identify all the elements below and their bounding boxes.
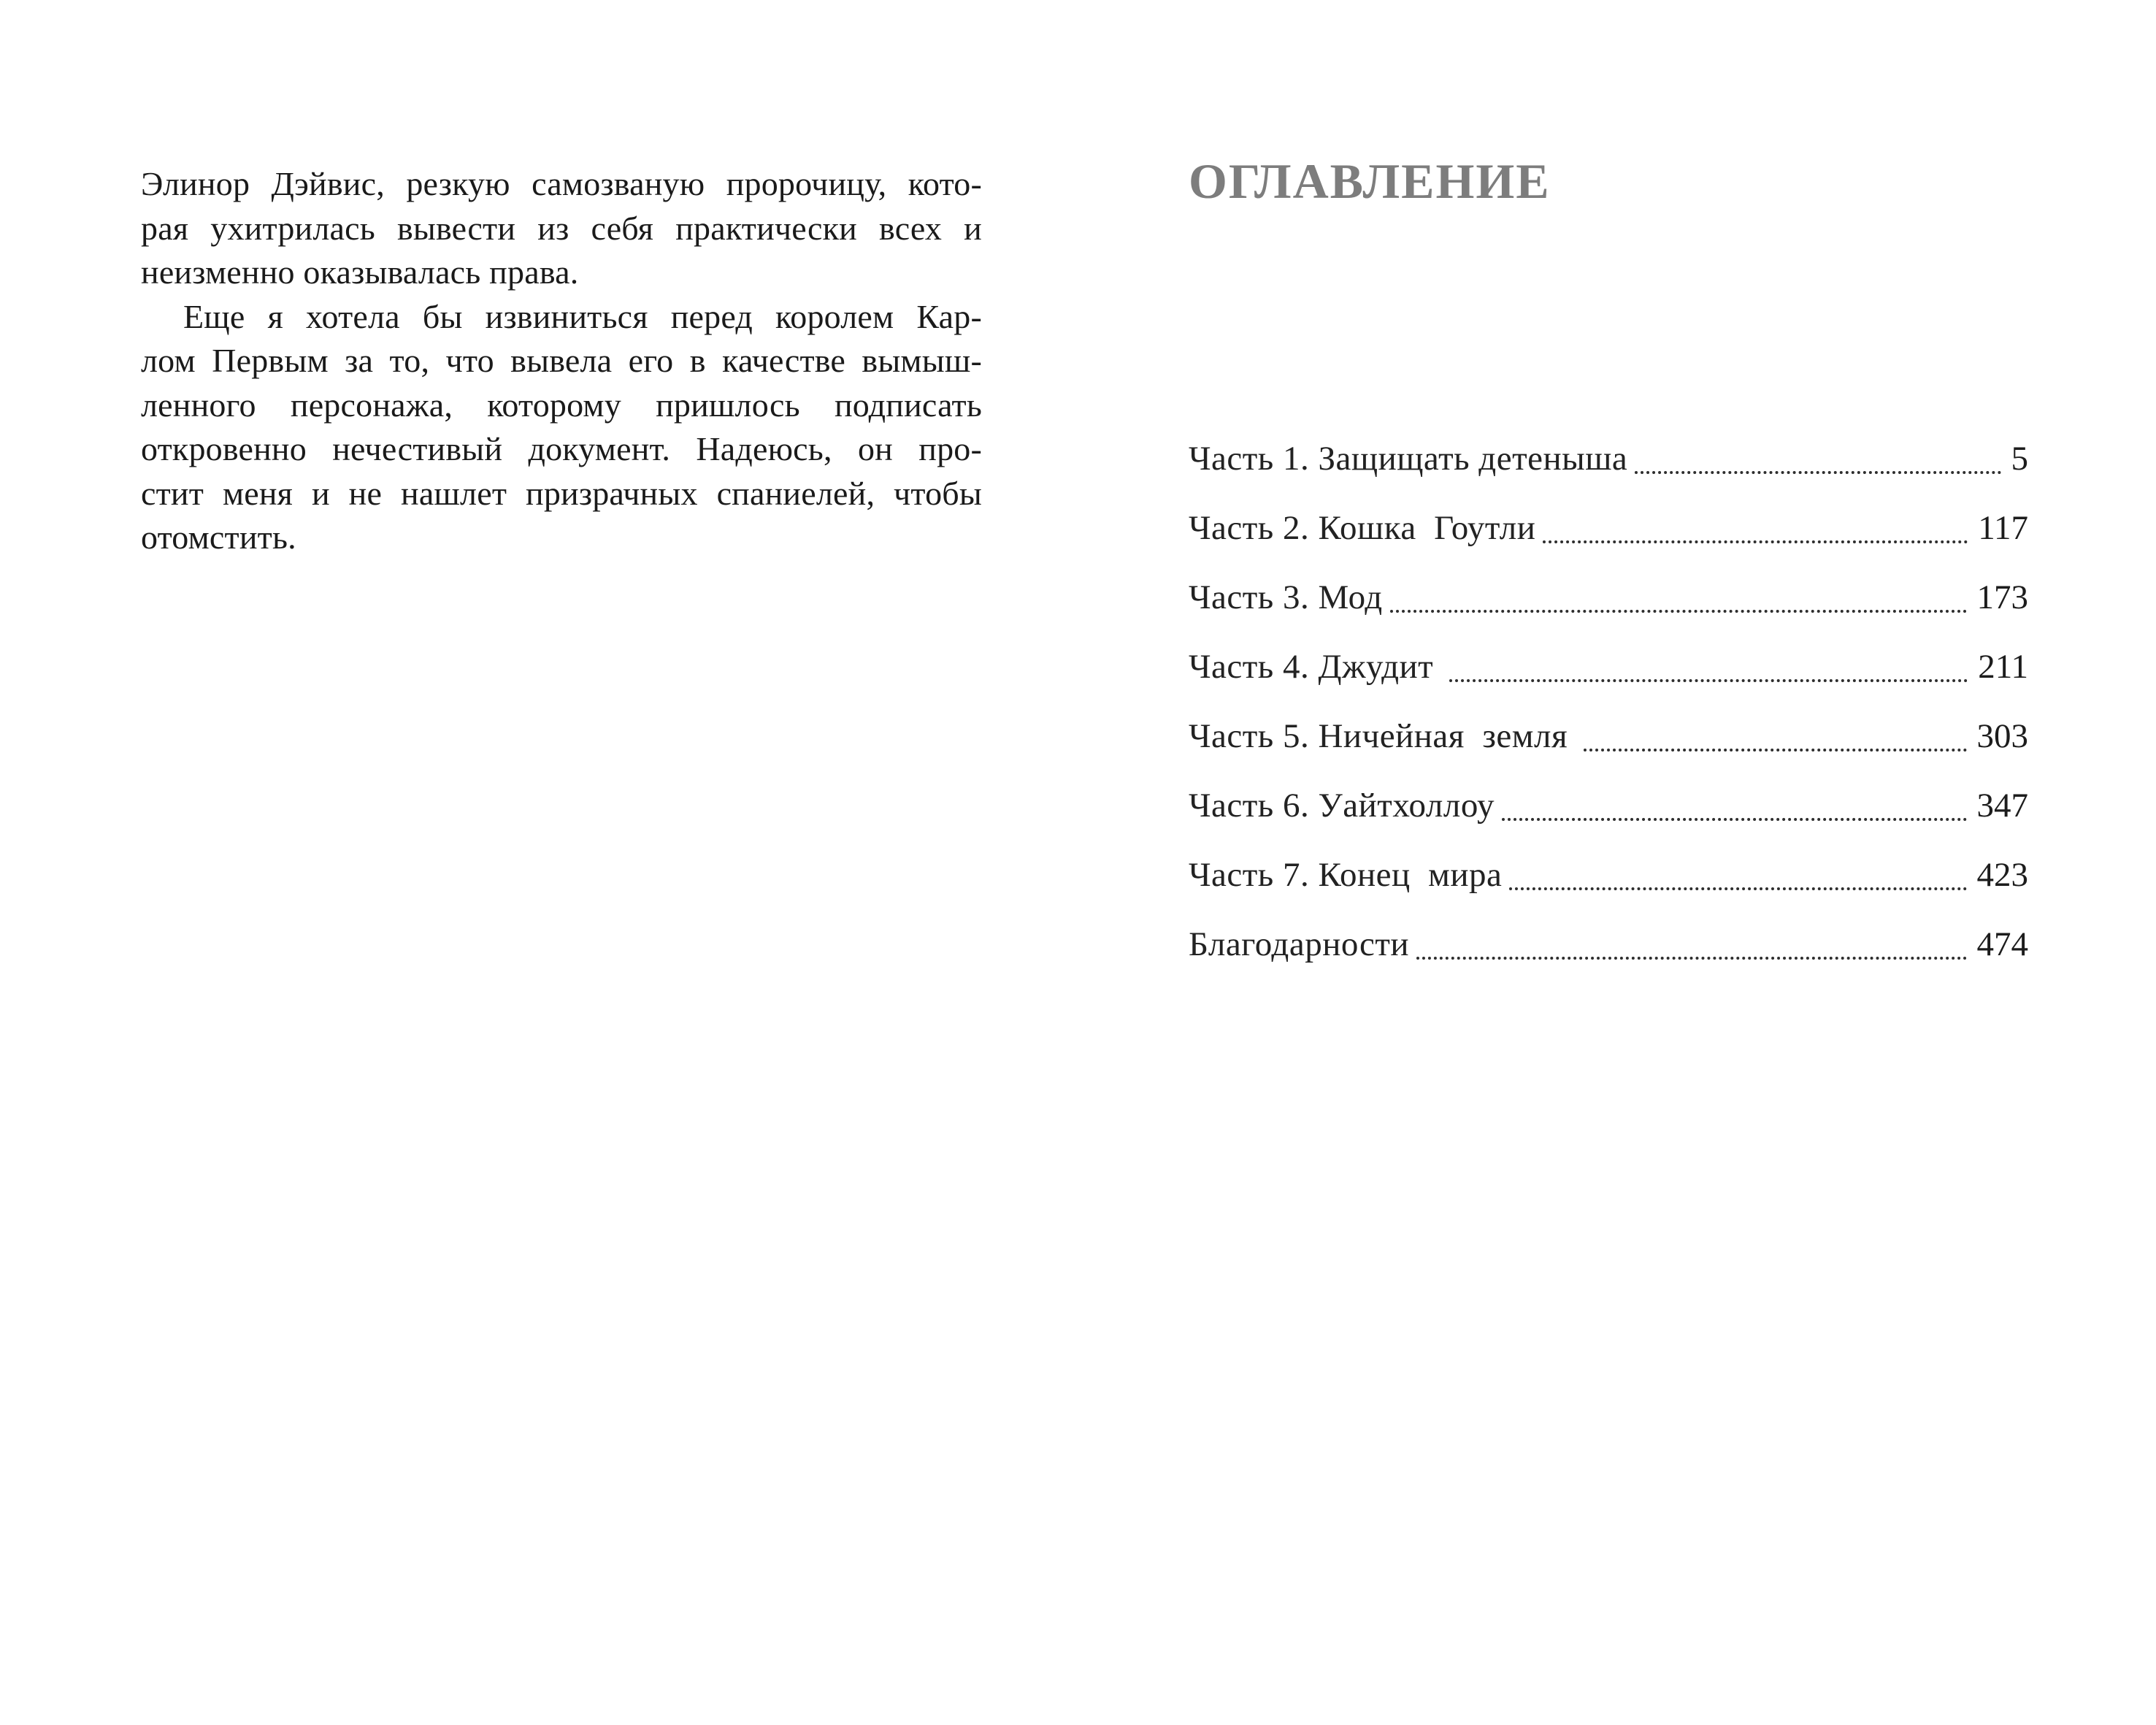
body-text-line: рая ухитрилась вывести из себя практически всех и: [141, 209, 982, 247]
dot-leader: [1390, 610, 1967, 613]
toc-entry-page-number: 423: [1976, 856, 2028, 894]
body-text-line: откровенно нечестивый документ. Надеюсь, он про-: [141, 430, 982, 467]
toc-entry-label: Часть 2. Кошка Гоутли: [1189, 509, 1536, 547]
toc-entry: [1189, 854, 2028, 895]
toc-entry-label: Часть 1. Защищать детеныша: [1189, 440, 1628, 478]
body-text-line: Элинор Дэйвис, резкую самозваную пророчицу, кото-: [141, 165, 982, 202]
toc-entry-page-number: 211: [1978, 648, 2028, 686]
body-text-line: неизменно оказывалась права.: [141, 253, 579, 291]
toc-entry-label: Благодарности: [1189, 925, 1410, 963]
body-text-line: ленного персонажа, которому пришлось подписать: [141, 386, 982, 424]
toc-entry: [1189, 438, 2028, 479]
body-text-line: лом Первым за то, что вывела его в качестве вымыш-: [141, 342, 982, 379]
body-text-line: стит меня и не нашлет призрачных спаниелей, чтобы: [141, 474, 982, 512]
toc-entry: [1189, 646, 2028, 687]
body-text-line: отомстить.: [141, 519, 296, 556]
toc-entry-page-number: 5: [2011, 440, 2028, 478]
dot-leader: [1502, 818, 1966, 821]
toc-title: ОГЛАВЛЕНИЕ: [1189, 153, 1551, 209]
toc-entry: [1189, 716, 2028, 757]
toc-entry-page-number: 347: [1976, 787, 2028, 825]
toc-entry-label: Часть 5. Ничейная земля: [1189, 717, 1577, 755]
toc-list: [1189, 438, 2028, 965]
toc-entry-label: Часть 4. Джудит: [1189, 648, 1443, 686]
dot-leader: [1509, 887, 1966, 890]
toc-entry: [1189, 924, 2028, 965]
toc-entry-page-number: 117: [1978, 509, 2028, 547]
toc-entry: [1189, 785, 2028, 826]
toc-entry-label: Часть 3. Мод: [1189, 578, 1383, 616]
body-text-line: Еще я хотела бы извиниться перед королем Кар-: [183, 297, 982, 335]
toc-entry-page-number: 173: [1976, 578, 2028, 616]
dot-leader: [1543, 540, 1968, 543]
toc-entry: [1189, 508, 2028, 548]
dot-leader: [1449, 679, 1968, 682]
toc-entry-page-number: 474: [1976, 925, 2028, 963]
toc-entry-label: Часть 6. Уайтхоллоу: [1189, 787, 1495, 825]
dot-leader: [1584, 749, 1966, 751]
dot-leader: [1635, 471, 2000, 474]
toc-entry-label: Часть 7. Конец мира: [1189, 856, 1503, 894]
dot-leader: [1416, 957, 1966, 960]
left-page-text-block: [141, 162, 982, 560]
right-page-toc: [1189, 155, 2028, 993]
toc-entry-page-number: 303: [1976, 717, 2028, 755]
toc-entry: [1189, 577, 2028, 618]
